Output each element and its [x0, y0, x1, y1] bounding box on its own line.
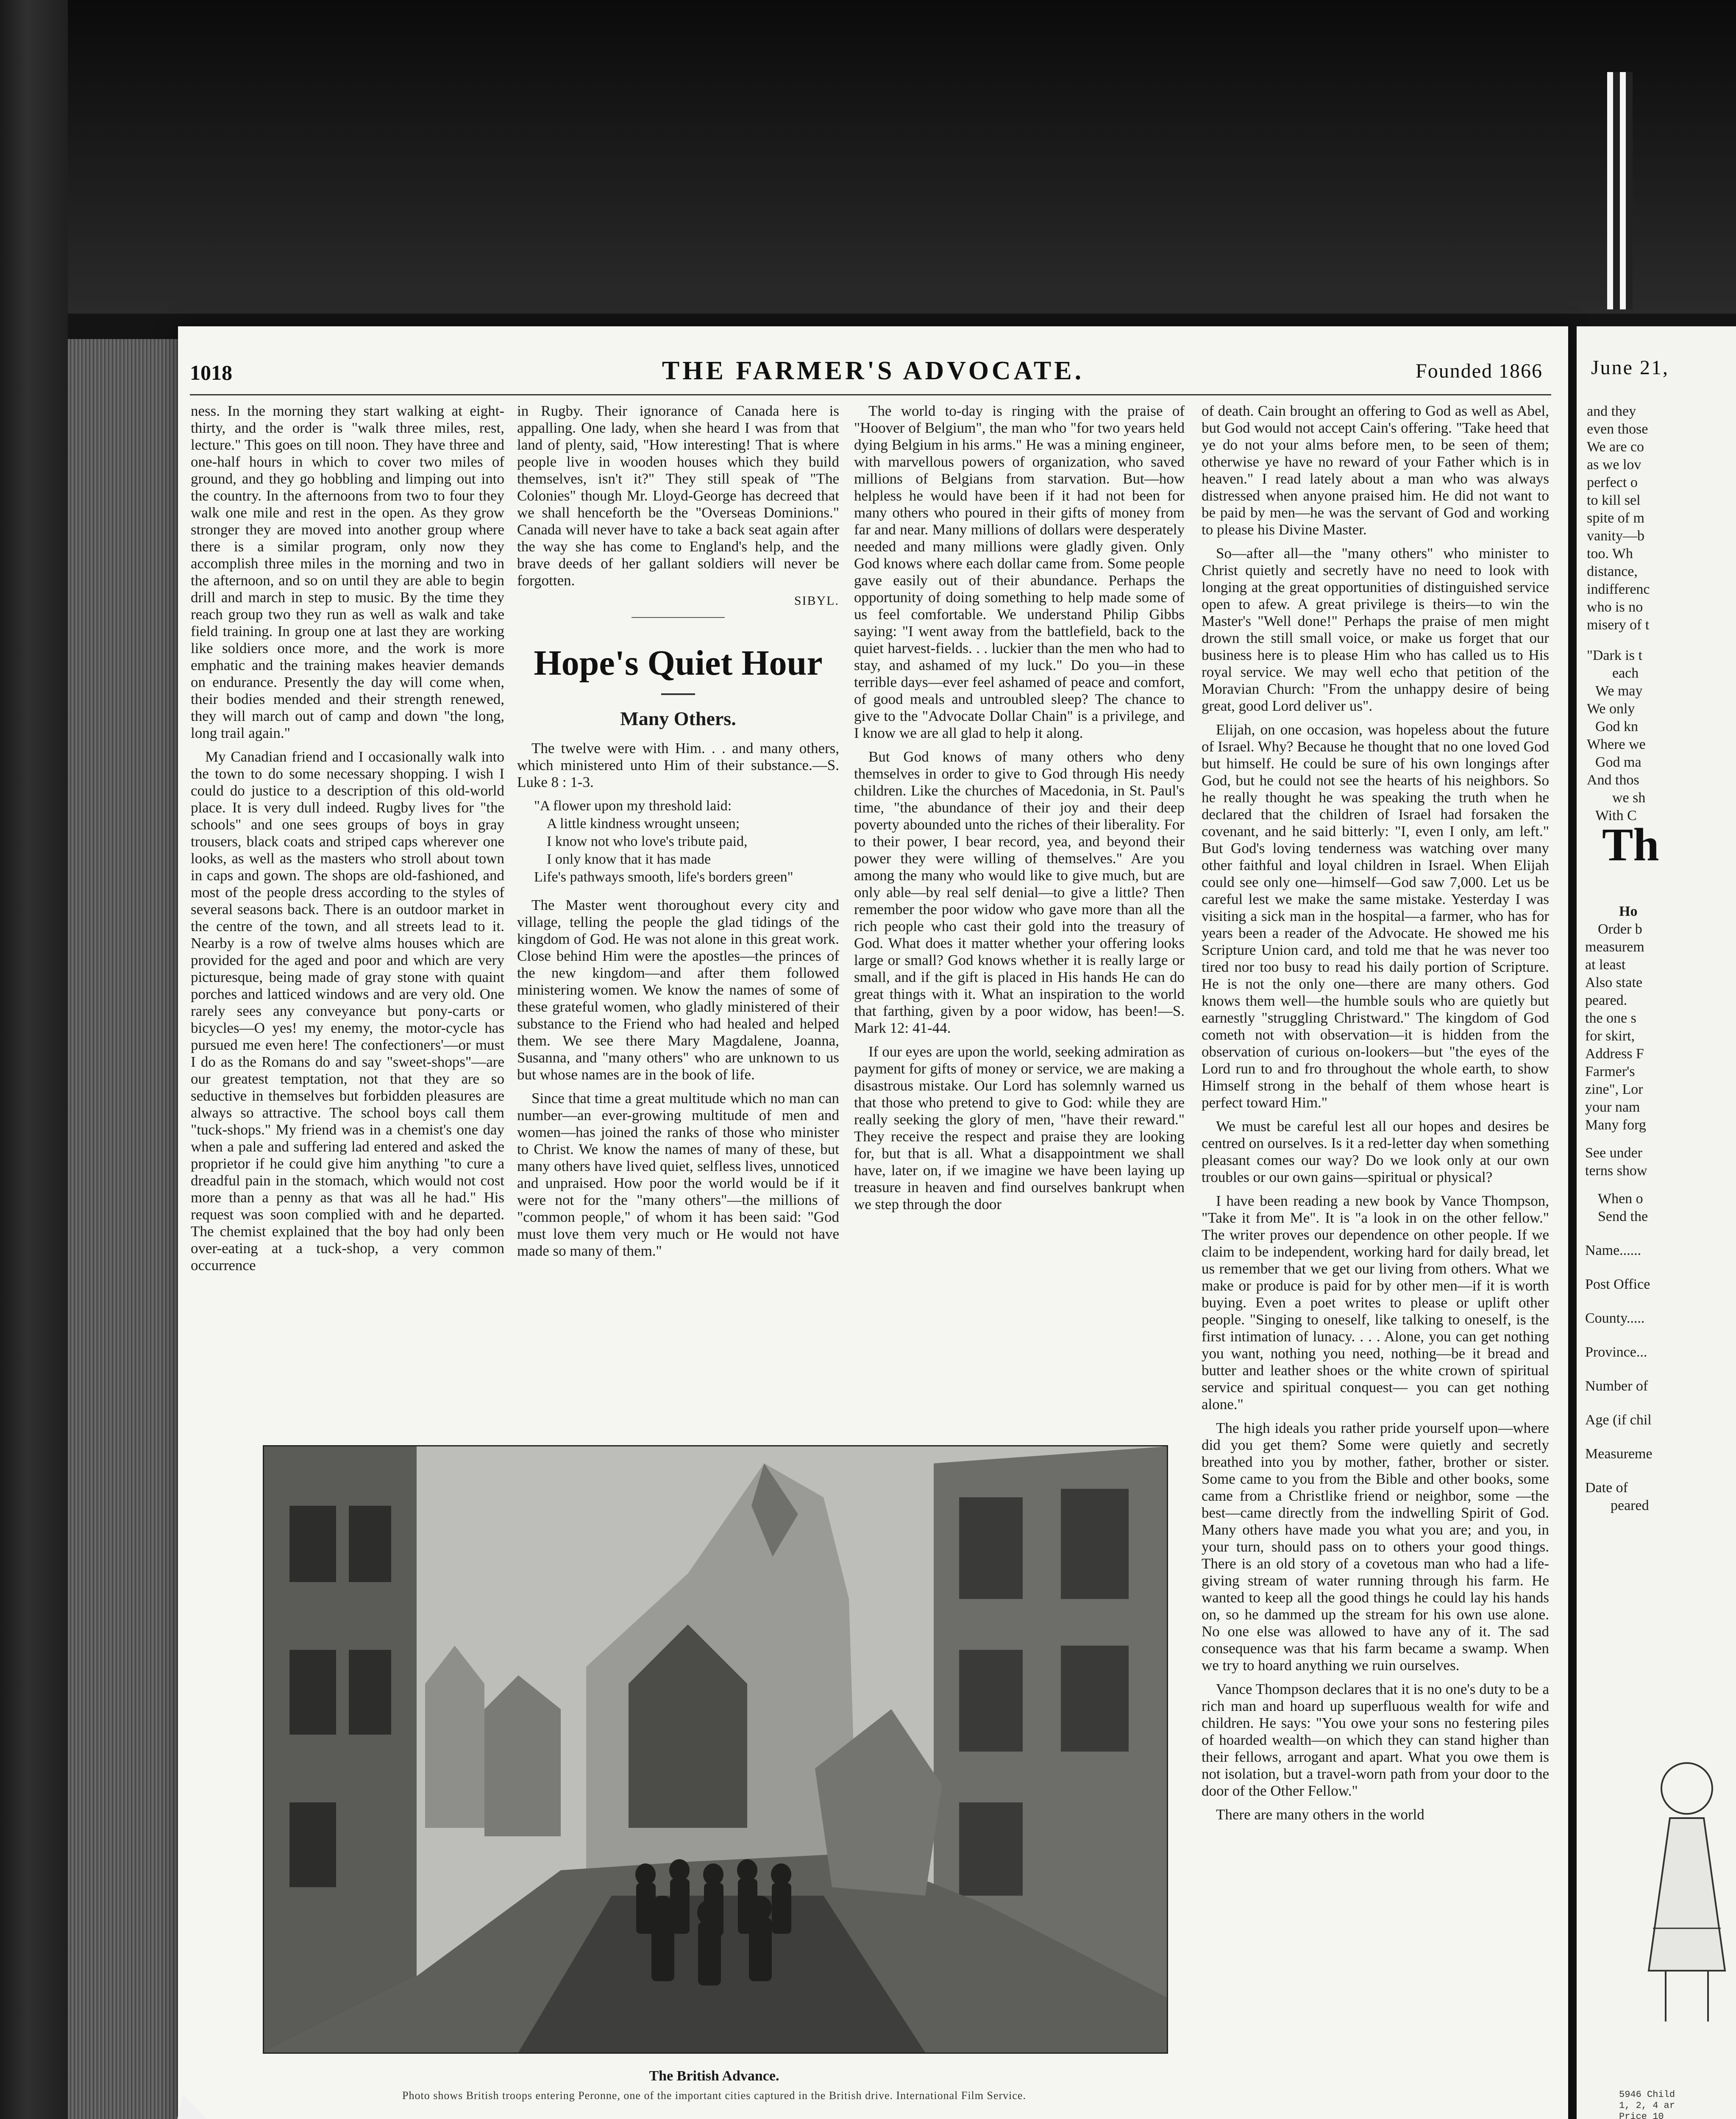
paragraph: So—after all—the "many others" who minister to Christ quietly and secretly have no need to look with longing at the great opportunities of distinguished service open to afew. A great privilege is theirs—to win the Master's "Well done!" Perhaps the praise of men might drown the still small voice, or make us forget that our business here is to please Him who has called us to His royal service. We may well echo that petition of the Moravian Church: "From the unhappy desire of being great, good Lord deliver us". [1202, 545, 1549, 714]
text-line: distance, [1587, 564, 1638, 579]
text-line: With C [1595, 808, 1637, 823]
header-rule [190, 394, 1551, 395]
paragraph: ness. In the morning they start walking at eight-thirty, and the order is "walk three miles, rest, lecture." This goes on till noon. They have three and one-half hours in which to cover two miles of ground, and they go hobbling and limping out into the country. In the afternoons from two to four they walk one mile and rest in the open. As they grow stronger they are moved into another group where there is a similar program, only now they accomplish three miles in the morning and two in the afternoon, and so on until they are able to begin drill and march in step to music. By the time they reach group two they run as well as walk and take field training. In group one at last they are working like soldiers once more, and the work is more emphatic and the training makes heavier demands on endurance. Presently the day will come when, their bodies mended and their strength renewed, they will march out of camp and down "the long, long trail again." [191, 403, 504, 741]
text-line: to kill sel [1587, 492, 1641, 508]
masthead: THE FARMER'S ADVOCATE. [662, 356, 1085, 385]
paragraph: The Master went thoroughout every city and village, telling the people the glad tidings of the kingdom of God. He was not alone in this great work. Close behind Him were the apostles—the princes of the new kingdom—and after them followed ministering women. We know the names of some of these grateful women, who gladly ministered of their substance to the Friend who had healed and helped them. We see there Mary Magdalene, Joanna, Susanna, and "many others" who are unknown to us but whose names are in the book of life. [517, 897, 839, 1083]
section-title: Hope's Quiet Hour [534, 643, 823, 683]
adjacent-section-title: Th [1602, 819, 1659, 870]
paragraph: If our eyes are upon the world, seeking admiration as payment for gifts of money or service, we are making a disastrous mistake. Our Lord has solemnly warned us that those who pretend to give to God: while they are really seeking the glory of men, "have their reward." They receive the respect and praise they are looking for, but that is all. What a disappointment we shall have, later on, if we imagine we have been laying up treasure in heaven and find ourselves bankrupt when we step through the door [854, 1043, 1185, 1212]
text-line: We are co [1587, 439, 1644, 455]
form-text: Address F [1585, 1046, 1644, 1062]
article-subtitle: Many Others. [620, 708, 736, 729]
poem [534, 798, 839, 886]
paragraph: My Canadian friend and I occasionally walk into the town to do some necessary shopping. I wish I could do justice to a description of this old-world place. It is very dull indeed. Rugby lives for "the schools" and one sees groups of boys in gray trousers, black coats and striped caps wherever one looks, as well as the masters who stroll about town in caps and gown. The shops are old-fashioned, and most of the people dress according to the styles of several seasons back. There is an outdoor market in the centre of the town, and all streets lead to it. Nearby is a row of twelve alms houses which are provided for the aged and poor and which are very picturesque, being made of gray stone with quaint porches and latticed windows and are very old. One rarely sees any conveyance but pony-carts or bicycles—O yes! my enemy, the motor-cycle has pursued me even here! The confectioners'—or must I do as the Romans do and say "sweet-shops"—are our greatest temptation, not that they are so seductive in themselves but forbidden pleasures are always so attractive. The school boys call them "tuck-shops." My friend was in a chemist's one day when a pale and suffering lad entered and asked the proprietor if he could give him anything "to cure a dreadful pain in the stomach, which would not cost more than a penny as that was all he had." His request was soon complied with and he departed. The chemist explained that the boy had only been over-eating at a tuck-shop, a very common occurrence [191, 748, 504, 1274]
text-line: Where we [1587, 737, 1646, 752]
text-line: as we lov [1587, 457, 1641, 473]
paragraph: I have been reading a new book by Vance Thompson, "Take it from Me". It is "a look in on the other fellow." The writer proves our dependence on other people. If we claim to be independent, working hard for daily bread, let us remember that we get our living from others. What we make or produce is paid for by other men—if it is worth buying. Even a poet writes to please or uplift other people. "Singing to oneself, like talking to oneself, is the first intimation of lunacy. . . . Alone, you can get nothing you want, nothing you need, nothing—be it bread and butter and leather shoes or the white crown of spiritual service and spiritual conquest— you can get nothing alone." [1202, 1193, 1549, 1413]
paragraph: There are many others in the world [1216, 1806, 1424, 1823]
scripture-quote: The twelve were with Him. . . and many others, which ministered unto Him of their substance.—S. Luke 8 : 1-3. [517, 740, 839, 790]
form-text: Send the [1598, 1209, 1648, 1224]
figure-caption-line: 5946 Child [1619, 2089, 1675, 2100]
text-line: We only [1587, 701, 1635, 717]
scanner-left-background [0, 0, 68, 2119]
text-line: "Dark is t [1587, 648, 1642, 663]
text-line: indifferenc [1587, 581, 1650, 597]
poem-line: A little kindness wrought unseen; [547, 816, 740, 831]
form-text: Farmer's [1585, 1064, 1635, 1079]
form-field-date: Date of [1585, 1480, 1628, 1496]
paragraph: Since that time a great multitude which no man can number—an ever-growing multitude of men and women—has joined the ranks of those who minister to Christ. We know the names of many of these, but many others have lived quiet, selfless lives, unnoticed and unpraised. How poor the world would be if it were not for the "many others"—the millions of "common people," of whom it has been said: "God must love them very much or He would not have made so many of them." [517, 1090, 839, 1259]
column-1 [191, 403, 504, 1281]
ruined-street-illustration [264, 1446, 1167, 2052]
paragraph: of death. Cain brought an offering to God as well as Abel, but God would not accept Cain's offering. "Take heed that ye do not your alms before men, to be seen of them; otherwise ye have no reward of your Father which is in heaven." I read lately about a man who was always distressed when anyone praised him. He did not want to be paid by men—he was the servant of God and working to please his Divine Master. [1202, 403, 1549, 538]
form-text: at least [1585, 957, 1626, 973]
adjacent-page-header: June 21, [1591, 356, 1669, 379]
text-line: who is no [1587, 599, 1643, 615]
text-line [1587, 634, 1736, 647]
book-page-edges [68, 339, 178, 2119]
scanner-light-bars [1607, 72, 1633, 309]
paragraph: The high ideals you rather pride yourself upon—where did you get them? Some were quietly and secretly breathed into you by mother, father, brother or sister. Some came to you from the Bible and other books, some came from a Christlike friend or neighbor, some —the best—came directly from the indwelling Spirit of God. Many others have made you what you are; and you, in your turn, should pass on to others your good things. There is an old story of a covetous man who had a life-giving stream of water running through his farm. He wanted to keep all the good things he could lay his hands on, so he dammed up the stream for his own use alone. No one else was allowed to have any of it. The sad consequence was that his farm became a swamp. When we try to hoard anything we ruin ourselves. [1202, 1420, 1549, 1674]
founded-date: Founded 1866 [1416, 360, 1543, 382]
poem-line: I only know that it has made [547, 851, 711, 867]
page-header [178, 356, 1568, 390]
column-2 [517, 403, 839, 1266]
column-4 [1202, 403, 1549, 2119]
photo-credit: Photo shows British troops entering Peronne, one of the important cities captured in the British drive. International Film Service. [402, 2089, 1026, 2102]
form-text: measurem [1585, 939, 1644, 955]
form-text: Many forg [1585, 1117, 1646, 1133]
paragraph: in Rugby. Their ignorance of Canada here is appalling. One lady, when she heard I was from that land of plenty, said, "How interesting! That is where people live in wooden houses which they build themselves, isn't it?" They still speak of "The Colonies" though Mr. Lloyd-George has decreed that we shall henceforth be the "Overseas Dominions." Canada will never have to take a back seat again after the way she has come to England's help, and the brave deeds of her gallant soldiers will never be forgotten. [517, 403, 839, 589]
form-field-name: Name...... [1585, 1243, 1641, 1258]
form-text: See under [1585, 1145, 1643, 1161]
text-line: too. Wh [1587, 546, 1633, 562]
figure-caption [1619, 2089, 1675, 2119]
form-text: terns show [1585, 1163, 1647, 1179]
poem-line: Life's pathways smooth, life's borders green" [534, 869, 793, 885]
newspaper-page [178, 326, 1568, 2119]
text-line: even those [1587, 421, 1648, 437]
form-text: peared. [1585, 993, 1628, 1008]
text-line: And thos [1587, 772, 1639, 788]
scanner-top-background [0, 0, 1736, 314]
form-field-age: Age (if chil [1585, 1412, 1652, 1428]
form-text [1585, 1134, 1736, 1144]
form-text: Also state [1585, 975, 1643, 990]
form-field-number: Number of [1585, 1378, 1648, 1394]
text-line: God ma [1595, 754, 1641, 770]
adjacent-page-text [1587, 403, 1736, 825]
figure-caption-line: Price 10 [1619, 2111, 1664, 2119]
form-text: peared [1611, 1498, 1649, 1513]
form-text: your nam [1585, 1099, 1640, 1115]
photo-caption: The British Advance. [649, 2068, 779, 2084]
text-line: vanity—b [1587, 528, 1644, 544]
form-text: zine", Lor [1585, 1082, 1643, 1097]
divider [632, 617, 725, 618]
form-text: for skirt, [1585, 1028, 1635, 1044]
text-line: and they [1587, 403, 1636, 419]
paragraph: Elijah, on one occasion, was hopeless about the future of Israel. Why? Because he thought that no one loved God but himself. He could be sure of his own longings after God, but he could not see the hearts of his neighbors. So he really thought he was speaking the truth when he declared that the children of Israel had forsaken the covenant, and he said bitterly: "I, even I only, am left." But God's loving tenderness was watching over many other faithful and loyal children in Israel. When Elijah could see only one—himself—God saw 7,000. Let us be careful lest we make the same mistake. Yesterday I was visiting a sick man in the hospital—a farmer, who has for years been a reader of the Advocate. He showed me his Scripture Union card, and told me that he was never too tired nor too busy to read his daily portion of Scripture. He is not the only one—there are many others. God knows them well—the humble souls who are quietly but earnestly "struggling Christward." The kingdom of God cometh not with observation—it is hidden from the observation of curious on-lookers—but "the eyes of the Lord run to and fro throughout the whole earth, to show Himself strong in the behalf of them whose heart is perfect toward Him." [1202, 721, 1549, 1111]
form-text: Order b [1598, 921, 1642, 937]
form-text: the one s [1585, 1010, 1636, 1026]
form-field-county: County..... [1585, 1310, 1645, 1326]
form-field-post-office: Post Office [1585, 1276, 1650, 1292]
column-3 [854, 403, 1185, 1220]
war-photograph [263, 1445, 1168, 2054]
signature: SIBYL. [794, 594, 839, 608]
text-line: misery of t [1587, 617, 1650, 633]
form-text: When o [1598, 1191, 1643, 1207]
form-heading: Ho [1619, 904, 1638, 919]
text-line: perfect o [1587, 475, 1638, 490]
text-line: We may [1595, 683, 1643, 699]
paragraph: The world to-day is ringing with the praise of "Hoover of Belgium", the man who "for two years held dying Belgium in his arms." He was a mining engineer, with marvellous powers of organization, who saved millions of Belgians from starvation. But—how helpless he would have been if it had not been for many others who poured in their gifts of money from far and near. Many millions of dollars were desperately needed and many millions were gladly given. Only God knows where each dollar came from. Some people gave easily out of their abundance. Perhaps the opportunity of doing something to help made some of us feel comfortable. We understand Philip Gibbs saying: "I went away from the battlefield, back to the quiet harvest-fields. . . luckier than the men who had to stay, and ashamed of my luck." Do you—in these terrible days—ever feel ashamed of peace and comfort, of good meals and untroubled sleep? The chance to give to the "Advocate Dollar Chain" is a privilege, and I know we are all glad to help it along. [854, 403, 1185, 741]
page-number: 1018 [190, 361, 232, 384]
text-line: God kn [1595, 719, 1639, 734]
paragraph: We must be careful lest all our hopes and desires be centred on ourselves. Is it a red-letter day when something pleasant comes our way? Do we look only at our own troubles or our own gains—spiritual or physical? [1202, 1118, 1549, 1185]
paragraph: Vance Thompson declares that it is no one's duty to be a rich man and hoard up superfluous wealth for wife and children. He says: "You owe your sons no festering piles of hoarded wealth—on which they can stand higher than their fellows, arrogant and apart. What you owe them is not isolation, but a travel-worn path from your door to the door of the Other Fellow." [1202, 1681, 1549, 1799]
adjacent-page [1577, 326, 1736, 2119]
text-line: we sh [1612, 790, 1646, 806]
text-line: spite of m [1587, 510, 1644, 526]
poem-line: I know not who love's tribute paid, [547, 834, 748, 849]
pattern-order-form [1585, 903, 1736, 1515]
form-field-province: Province... [1585, 1344, 1647, 1360]
text-line: each [1612, 665, 1639, 681]
child-dress-pattern-figure [1623, 1750, 1733, 2055]
form-field-measurement: Measureme [1585, 1446, 1653, 1462]
paragraph: But God knows of many others who deny themselves in order to give to God through His needy children. Like the churches of Macedonia, in St. Paul's time, "the abundance of their joy and their deep poverty abounded unto the riches of their liberality. For to their power, I bear record, yea, and beyond their power they were willing of themselves." Are you among the many who would like to give much, but are only able—by real self denial—to give a little? Then remember the poor widow who gave more than all the rich people who cast their gold into the treasury of God. What does it matter whether your offering looks large or small? God knows whether it is really large or small, and if the gift is placed in His hands He can do great things with it. What an inspiration to the world that farthing, given by a poor widow, has been!—S. Mark 12: 41-44. [854, 748, 1185, 1036]
figure-caption-line: 1, 2, 4 ar [1619, 2100, 1675, 2111]
poem-line: "A flower upon my threshold laid: [534, 798, 732, 814]
form-text [1585, 1180, 1736, 1190]
divider [661, 693, 695, 695]
